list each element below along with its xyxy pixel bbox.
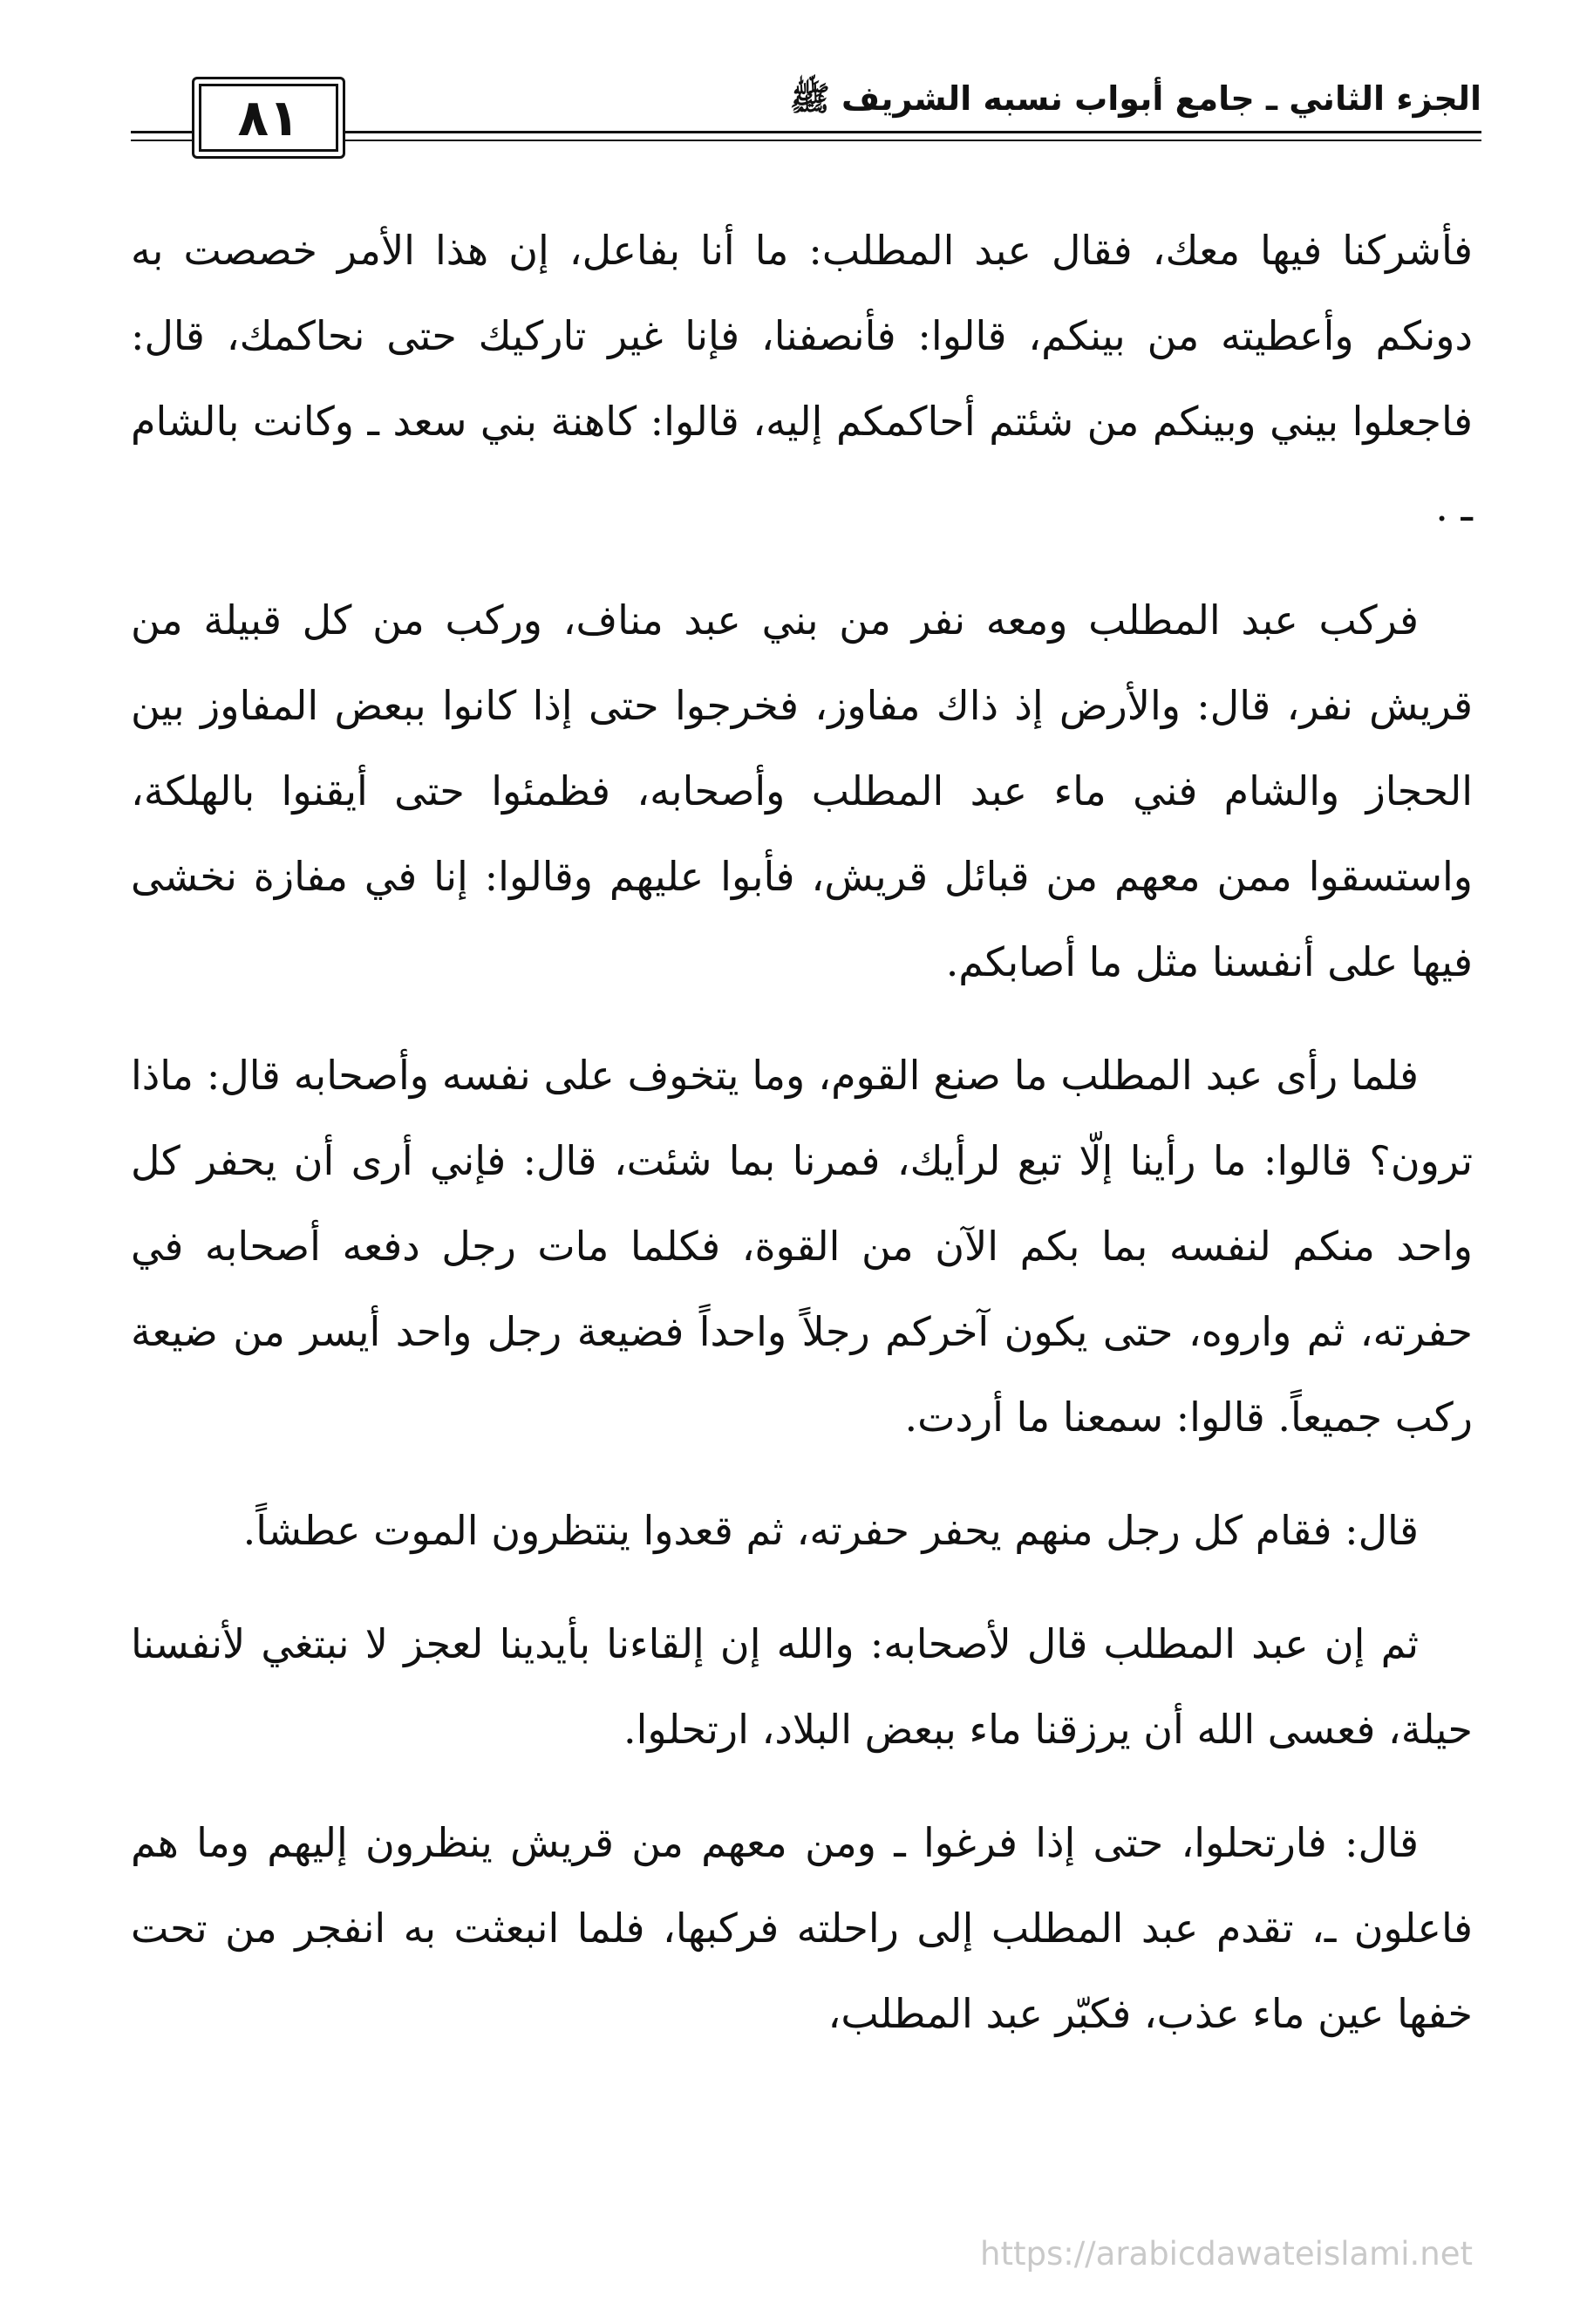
paragraph: قال: فقام كل رجل منهم يحفر حفرته، ثم قعدوا ينتظرون الموت عطشاً. [242, 1507, 1419, 1554]
paragraph: قال: فارتحلوا، حتى إذا فرغوا ـ ومن معهم من قريش ينظرون إليهم وما هم فاعلون ـ، تقدم عبد المطلب إلى راحلته فركبها، فلما انبعثت به انفجر من تحت خفها عين ماء عذب، فكبّر عبد المطلب، [131, 1819, 1473, 2037]
page-number: ٨١ [237, 88, 300, 147]
paragraph: فلما رأى عبد المطلب ما صنع القوم، وما يتخوف على نفسه وأصحابه قال: ماذا ترون؟ قالوا: ما رأينا إلّا تبع لرأيك، فمرنا بما شئت، قال: فإني أرى أن يحفر كل واحد منكم لنفسه بما بكم الآن من القوة، فكلما مات رجل دفعه أصحابه في حفرته، ثم واروه، حتى يكون آخركم رجلاً واحداً فضيعة رجل واحد أيسر من ضيعة ركب جميعاً. قالوا: سمعنا ما أردت. [131, 1052, 1473, 1441]
body-text [131, 208, 1473, 2084]
paragraph: فأشركنا فيها معك، فقال عبد المطلب: ما أنا بفاعل، إن هذا الأمر خصصت به دونكم وأعطيته من بينكم، قالوا: فأنصفنا، فإنا غير تاركيك حتى نحاكمك، قال: فاجعلوا بيني وبينكم من شئتم أحاكمكم إليه، قالوا: كاهنة بني سعد ـ وكانت بالشام ـ . [131, 227, 1473, 530]
paragraph: ثم إن عبد المطلب قال لأصحابه: والله إن إلقاءنا بأيدينا لعجز لا نبتغي لأنفسنا حيلة، فعسى الله أن يرزقنا ماء ببعض البلاد، ارتحلوا. [131, 1620, 1473, 1753]
watermark-url: https://arabicdawateislami.net [980, 2235, 1473, 2273]
running-title: الجزء الثاني ـ جامع أبواب نسبه الشريف ﷺ [789, 79, 1481, 118]
page-header [131, 70, 1481, 166]
paragraph: فركب عبد المطلب ومعه نفر من بني عبد مناف، وركب من كل قبيلة من قريش نفر، قال: والأرض إذ ذاك مفاوز، فخرجوا حتى إذا كانوا ببعض المفاوز بين الحجاز والشام فني ماء عبد المطلب وأصحابه، فظمئوا حتى أيقنوا بالهلكة، واستسقوا ممن معهم من قبائل قريش، فأبوا عليهم وقالوا: إنا في مفازة نخشى فيها على أنفسنا مثل ما أصابكم. [131, 596, 1473, 985]
page-number-frame [192, 77, 345, 159]
